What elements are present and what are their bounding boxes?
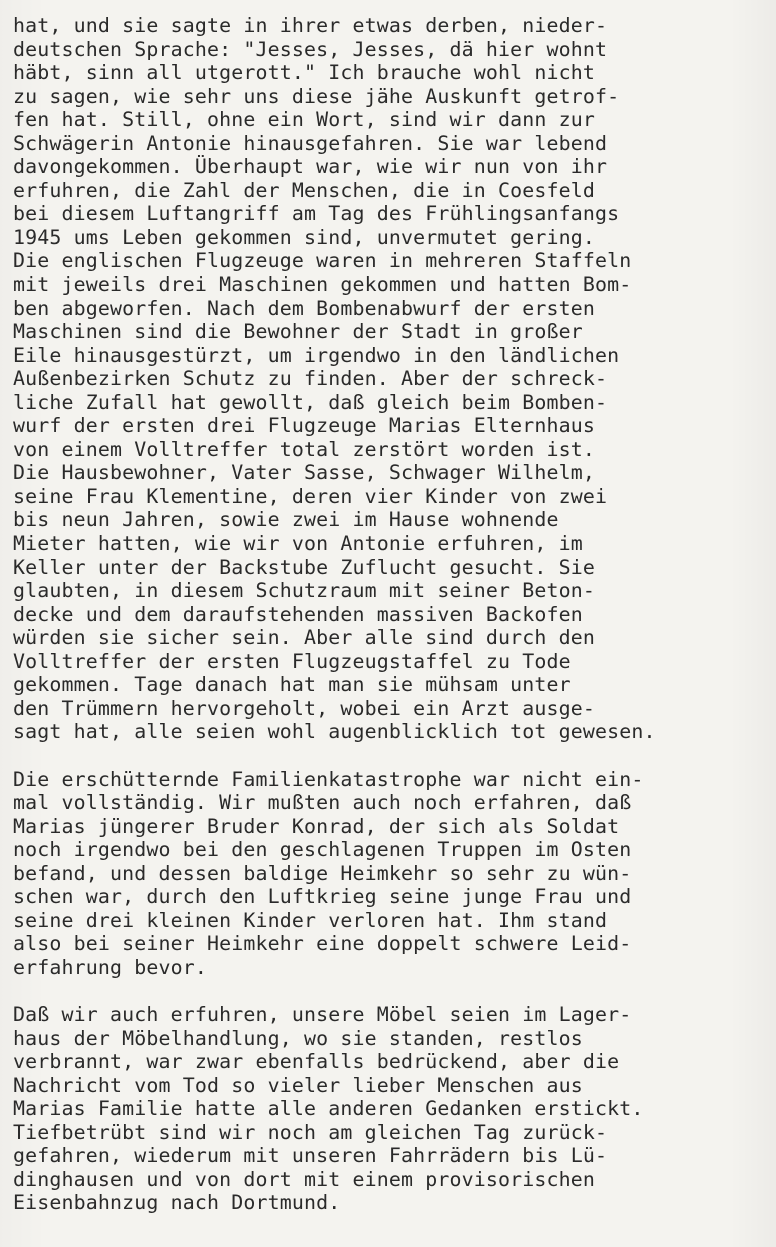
text-line: noch irgendwo bei den geschlagenen Truppen im Osten — [13, 838, 632, 862]
text-line: seine drei kleinen Kinder verloren hat. Ihm stand — [13, 908, 608, 932]
text-line: Volltreffer der ersten Flugzeugstaffel zu Tode — [13, 649, 571, 673]
text-line: von einem Volltreffer total zerstört worden ist. — [13, 437, 596, 461]
text-line: Marias jüngerer Bruder Konrad, der sich als Soldat — [13, 814, 620, 838]
text-line: Maschinen sind die Bewohner der Stadt in großer — [13, 320, 583, 344]
text-line: Schwägerin Antonie hinausgefahren. Sie war lebend — [13, 131, 608, 155]
text-line: erfahrung bevor. — [13, 955, 208, 979]
text-line: Daß wir auch erfuhren, unsere Möbel seien im Lager- — [13, 1002, 632, 1026]
text-line: mal vollständig. Wir mußten auch noch erfahren, daß — [13, 791, 632, 815]
text-line: decke und dem daraufstehenden massiven Backofen — [13, 602, 583, 626]
text-line: seine Frau Klementine, deren vier Kinder von zwei — [13, 484, 608, 508]
text-line: davongekommen. Überhaupt war, wie wir nun von ihr — [13, 155, 608, 179]
text-line: erfuhren, die Zahl der Menschen, die in Coesfeld — [13, 178, 596, 202]
text-line: fen hat. Still, ohne ein Wort, sind wir dann zur — [13, 108, 596, 132]
text-line: schen war, durch den Luftkrieg seine junge Frau und — [13, 885, 632, 909]
text-line: Marias Familie hatte alle anderen Gedanken erstickt. — [13, 1097, 644, 1121]
text-line: hat, und sie sagte in ihrer etwas derben, nieder- — [13, 14, 608, 37]
text-line: Keller unter der Backstube Zuflucht gesucht. Sie — [13, 555, 596, 579]
text-line: gefahren, wiederum mit unseren Fahrrädern bis Lü- — [13, 1144, 608, 1168]
text-line: befand, und dessen baldige Heimkehr so sehr zu wün- — [13, 861, 632, 885]
text-line: bei diesem Luftangriff am Tag des Frühlingsanfangs — [13, 202, 620, 226]
text-line: mit jeweils drei Maschinen gekommen und hatten Bom- — [13, 273, 632, 297]
text-line: würden sie sicher sein. Aber alle sind durch den — [13, 626, 596, 650]
paragraph-3 — [13, 1003, 766, 1215]
text-line: sagt hat, alle seien wohl augenblicklich tot gewesen. — [13, 720, 656, 744]
text-line: Mieter hatten, wie wir von Antonie erfuhren, im — [13, 532, 583, 556]
text-line: ben abgeworfen. Nach dem Bombenabwurf der ersten — [13, 296, 596, 320]
text-line: haus der Möbelhandlung, wo sie standen, restlos — [13, 1026, 583, 1050]
text-line: wurf der ersten drei Flugzeuge Marias Elternhaus — [13, 414, 596, 438]
text-line: Eile hinausgestürzt, um irgendwo in den ländlichen — [13, 343, 620, 367]
text-line: 1945 ums Leben gekommen sind, unvermutet gering. — [13, 225, 596, 249]
text-line: deutschen Sprache: "Jesses, Jesses, dä hier wohnt — [13, 37, 608, 61]
text-line: gekommen. Tage danach hat man sie mühsam unter — [13, 673, 571, 697]
text-line: häbt, sinn all utgerott." Ich brauche wohl nicht — [13, 61, 596, 85]
text-line: dinghausen und von dort mit einem provisorischen — [13, 1167, 596, 1191]
text-line: Die Hausbewohner, Vater Sasse, Schwager Wilhelm, — [13, 461, 596, 485]
paragraph-1 — [13, 14, 766, 744]
text-line: bis neun Jahren, sowie zwei im Hause wohnende — [13, 508, 559, 532]
text-line: Die erschütternde Familienkatastrophe war nicht ein- — [13, 767, 644, 791]
text-line: Die englischen Flugzeuge waren in mehreren Staffeln — [13, 249, 632, 273]
text-line: liche Zufall hat gewollt, daß gleich beim Bomben- — [13, 390, 608, 414]
text-line: den Trümmern hervorgeholt, wobei ein Arzt ausge- — [13, 696, 596, 720]
text-line: zu sagen, wie sehr uns diese jähe Auskunft getrof- — [13, 84, 620, 108]
text-line: Nachricht vom Tod so vieler lieber Menschen aus — [13, 1073, 583, 1097]
text-line: glaubten, in diesem Schutzraum mit seiner Beton- — [13, 579, 596, 603]
text-line: Außenbezirken Schutz zu finden. Aber der schreck- — [13, 367, 608, 391]
text-line: Eisenbahnzug nach Dortmund. — [13, 1191, 341, 1215]
paragraph-2 — [13, 768, 766, 980]
text-line: also bei seiner Heimkehr eine doppelt schwere Leid- — [13, 932, 632, 956]
text-line: verbrannt, war zwar ebenfalls bedrückend, aber die — [13, 1050, 620, 1074]
text-line: Tiefbetrübt sind wir noch am gleichen Tag zurück- — [13, 1120, 608, 1144]
